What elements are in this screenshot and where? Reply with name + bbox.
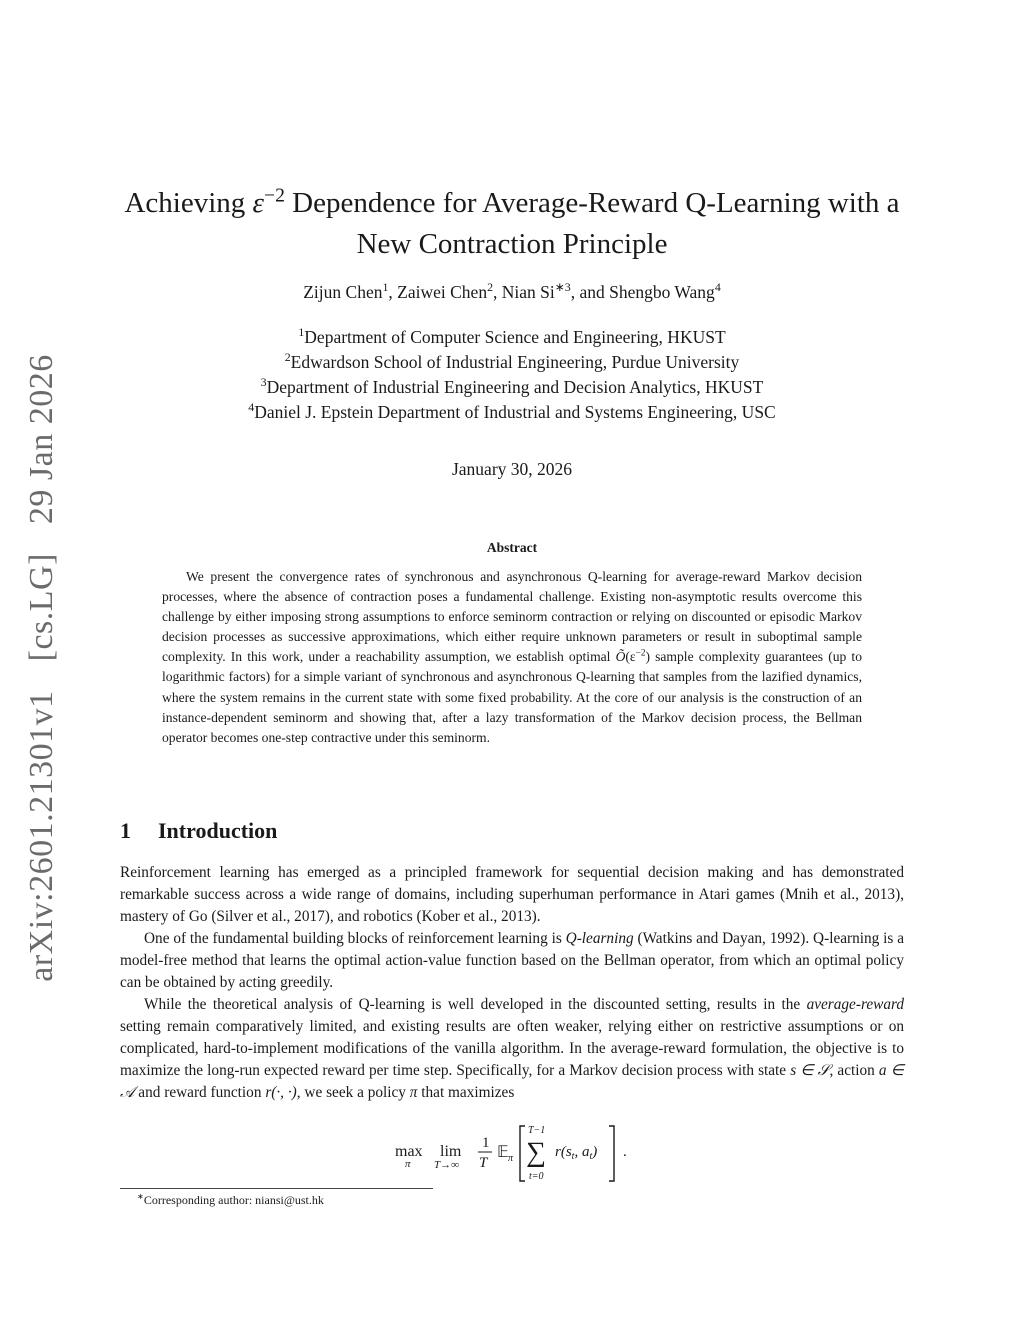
affiliation: $^2$Edwardson School of Industrial Engineering, Purdue University (284, 350, 740, 372)
paragraph: While the theoretical analysis of Q-learning is well developed in the discounted setting, results in the average-reward setting remain comparatively limited, and existing results are often weaker, relying either on restrictive assumptions or on complicated, hard-to-implement modifications of the vanilla algorithm. In the average-reward formulation, the objective is to maximize the long-run expected reward per time step. Specifically, for a Markov decision process with state s ∈ 𝒮, action a ∈ 𝒜 and reward function r(·, ·), we seek a policy π that maximizes (120, 996, 904, 1101)
arxiv-date: 29 Jan 2026 (23, 354, 60, 525)
paragraph: One of the fundamental building blocks of reinforcement learning is Q-learning (Watkins and Dayan, 1992). Q-learning is a model-free method that learns the optimal action-value function based on the Bellman operator, from which an optimal policy can be obtained by acting greedily. (120, 930, 905, 991)
eq-left-bracket (520, 1126, 525, 1181)
author-list (110, 282, 914, 303)
paragraph: Reinforcement learning has emerged as a principled framework for sequential decision making and has demonstrated remarkable success across a wide range of domains, including superhuman performance in Atari games (Mnih et al., 2013), mastery of Go (Silver et al., 2017), and robotics (Kober et al., 2013). (120, 864, 904, 925)
paper-title (110, 183, 914, 265)
arxiv-stamp (23, 344, 61, 991)
eq-lim-sub: T→∞ (434, 1159, 459, 1171)
eq-right-bracket (609, 1126, 614, 1181)
author: Zaiwei Chen$^2$, (397, 280, 502, 302)
section-heading-introduction (120, 818, 277, 844)
eq-summand: $r(s_t$, $a_t$) (555, 1144, 598, 1162)
author: Zijun Chen$^1$, (303, 280, 398, 302)
objective-equation (395, 1123, 655, 1185)
author: Nian $Si^{∗3}$, and (501, 280, 610, 302)
affiliation: $^1$Department of Computer Science and Engineering, HKUST (298, 325, 726, 347)
title-part1: Achieving (124, 187, 253, 219)
eq-frac-num: 1 (482, 1135, 490, 1151)
affiliation: $^3$Department of Industrial Engineering and Decision Analytics, HKUST (260, 375, 764, 397)
eq-expect-sub: π (508, 1153, 514, 1164)
affiliation: $^4$Daniel J. Epstein Department of Industrial and Systems Engineering, USC (248, 400, 776, 422)
footnote-text[interactable]: Corresponding author: niansi@ust.hk (143, 1193, 324, 1207)
footnote-mark: ∗ (137, 1192, 144, 1201)
author: Shengbo Wang$^4$ (609, 280, 721, 302)
eq-frac-den: T (479, 1155, 488, 1171)
affiliation-list (110, 325, 914, 425)
eq-max-sub: π (405, 1158, 411, 1170)
eq-sum-upper: T−1 (528, 1125, 546, 1136)
section-number: 1 (120, 818, 131, 843)
introduction-body (120, 862, 904, 1104)
title-exponent: −2 (263, 184, 285, 207)
eq-period: . (623, 1144, 627, 1160)
eq-sum-symbol: ∑ (526, 1137, 546, 1168)
big-o-tilde: Õ (615, 649, 626, 665)
arxiv-id[interactable]: arXiv:2601.21301v1 (23, 690, 60, 982)
paper-date: January 30, 2026 (451, 459, 573, 479)
section-title: Introduction (158, 818, 278, 843)
arxiv-category: [cs.LG] (23, 553, 60, 662)
eq-lim: lim (440, 1143, 462, 1160)
footnote-rule (120, 1188, 433, 1189)
title-part2: Dependence for Average-Reward Q-Learning with a (284, 187, 900, 219)
eq-max: max (395, 1143, 423, 1160)
eq-sum-lower: t=0 (529, 1171, 544, 1182)
footnote (137, 1193, 324, 1208)
eq-expect: 𝔼 (497, 1144, 509, 1161)
title-epsilon: ε (252, 187, 264, 219)
abstract-heading: Abstract (486, 540, 538, 555)
abstract-body: We present the convergence rates of synchronous and asynchronous Q-learning for average-reward Markov decision processes, where the absence of contraction poses a fundamental challenge. Existing non-asymptotic results overcome this challenge by either imposing strong assumptions to enforce seminorm contraction or relying on discounted or episodic Markov decision processes as successive approximations, which either require unknown parameters or result in suboptimal sample complexity. In this work, under a reachability assumption, we establish optimal $Õ(\varepsilon^{-2})$ sample complexity guarantees (up to logarithmic factors) for a simple variant of synchronous and asynchronous Q-learning that samples from the lazified dynamics, where the system remains in the current state with some fixed probability. At the core of our analysis is the construction of an instance-dependent seminorm and showing that, after a lazy transformation of the Markov decision process, the Bellman operator becomes one-step contractive under this seminorm. (162, 569, 863, 745)
title-line2: New Contraction Principle (356, 228, 668, 260)
